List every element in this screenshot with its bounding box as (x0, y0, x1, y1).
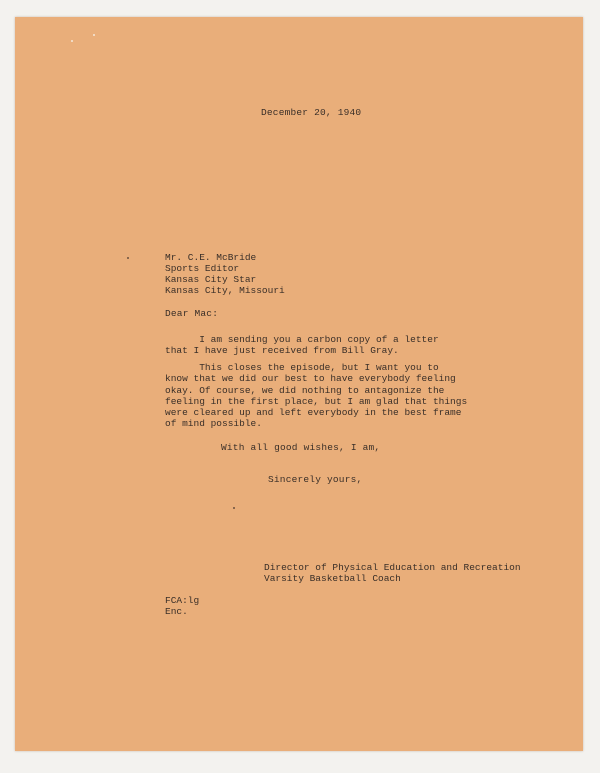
signature-line: Varsity Basketball Coach (264, 573, 401, 584)
paper-speck (233, 507, 235, 509)
signature-line: Director of Physical Education and Recreation (264, 562, 521, 573)
paragraph-line: I am sending you a carbon copy of a letter (199, 334, 439, 345)
signature-block (264, 562, 521, 584)
paragraph-line: feeling in the first place, but I am glad that things (165, 395, 468, 407)
complimentary-closing: Sincerely yours, (268, 474, 363, 485)
letter-page (15, 17, 583, 751)
reference-line: Enc. (165, 606, 188, 617)
paragraph-1 (165, 334, 439, 357)
recipient-line: Sports Editor (165, 263, 240, 274)
recipient-line: Kansas City Star (165, 274, 257, 285)
paper-speck (93, 34, 95, 36)
recipient-address (165, 252, 285, 296)
paragraph-3: With all good wishes, I am, (221, 442, 381, 453)
paragraph-line: This closes the episode, but I want you to (199, 362, 439, 373)
salutation: Dear Mac: (165, 308, 219, 319)
paragraph-line: okay. Of course, we did nothing to antagonize the (165, 384, 445, 396)
paragraph-line: of mind possible. (165, 418, 262, 430)
paper-speck (127, 257, 129, 259)
paragraph-line: know that we did our best to have everybody feeling (165, 373, 456, 385)
recipient-line: Kansas City, Missouri (165, 285, 285, 296)
reference-line: FCA:lg (165, 595, 200, 606)
recipient-line: Mr. C.E. McBride (165, 252, 257, 263)
paragraph-line: that I have just received from Bill Gray. (165, 345, 399, 357)
paper-speck (71, 40, 73, 42)
reference-initials (165, 595, 199, 617)
letter-date: December 20, 1940 (261, 107, 362, 118)
paragraph-2 (165, 362, 467, 430)
paragraph-line: were cleared up and left everybody in the best frame (165, 407, 462, 419)
